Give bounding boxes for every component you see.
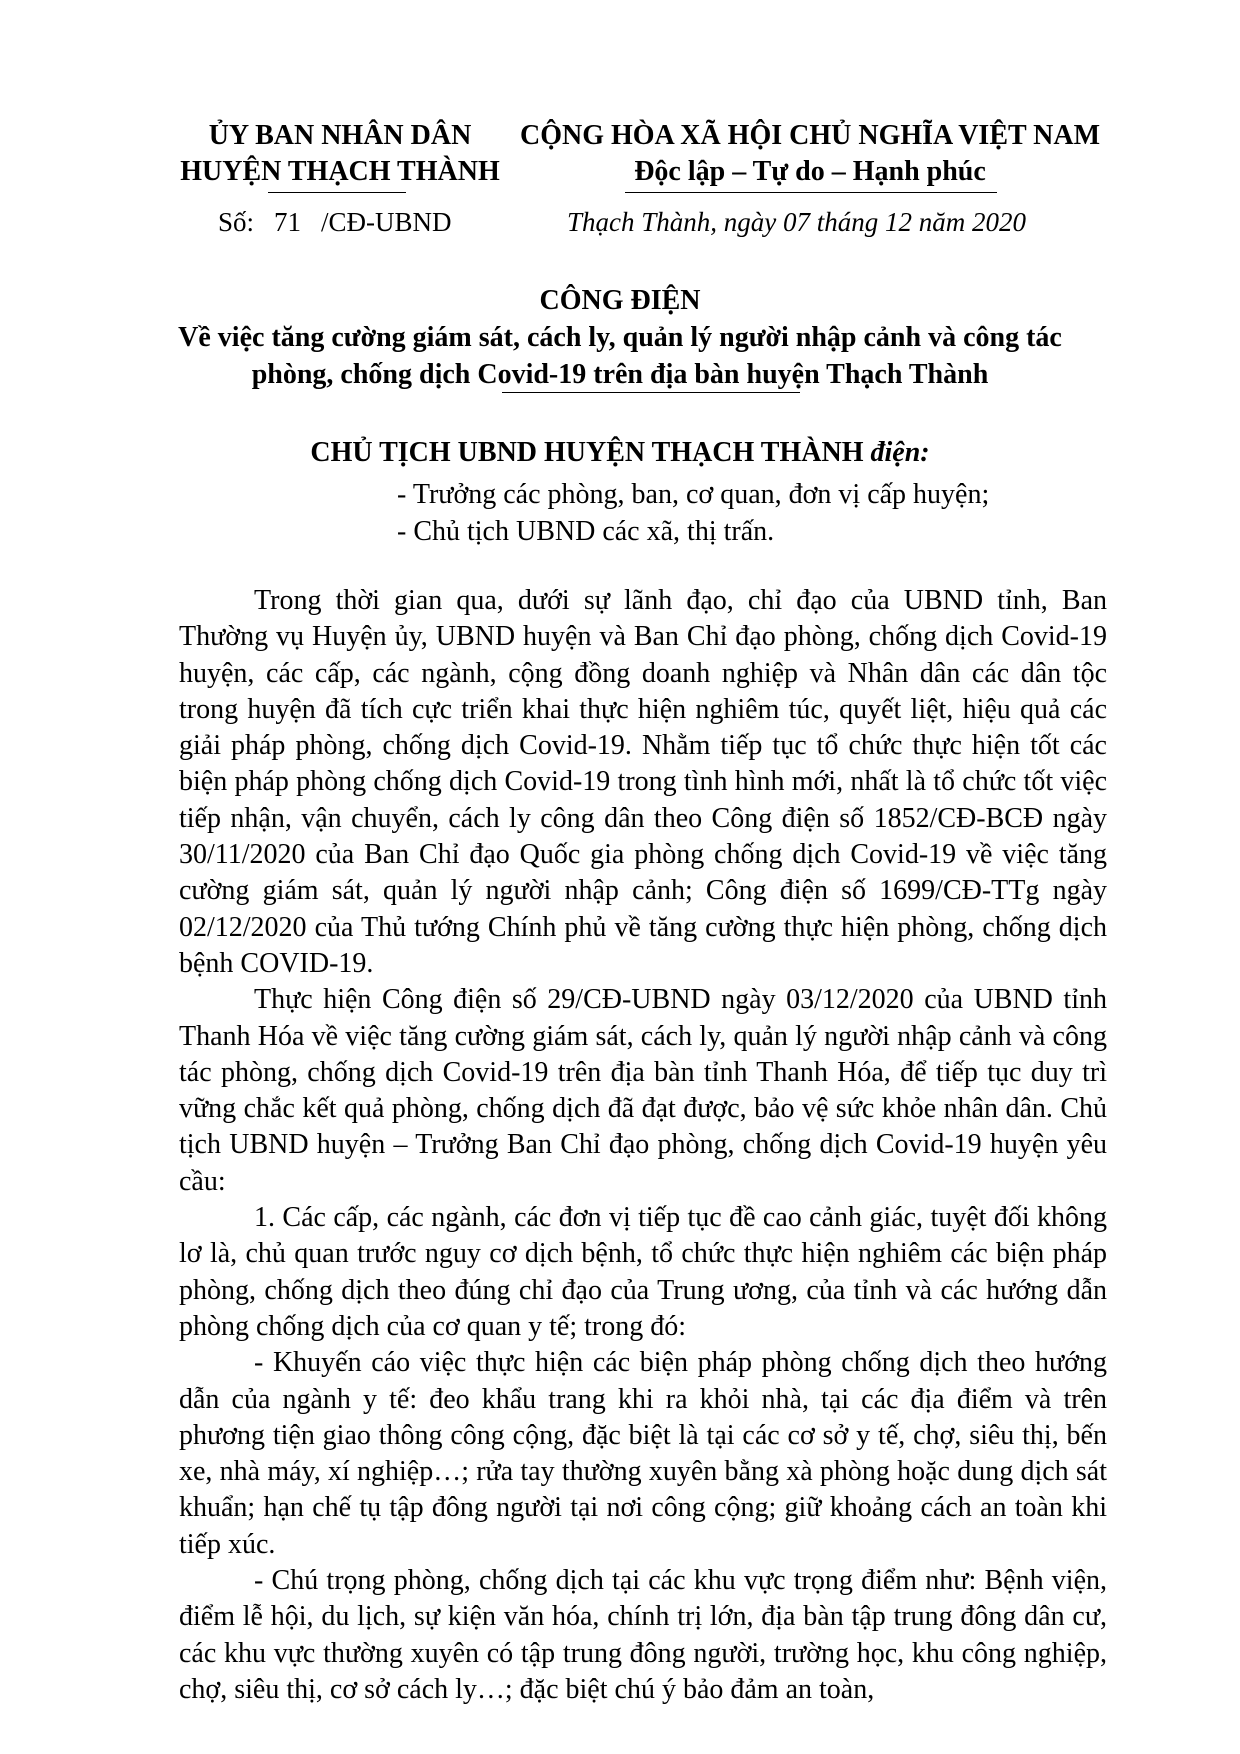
authority-underline: [268, 192, 406, 193]
motto-underline: [625, 192, 997, 193]
authority-line-2: HUYỆN THẠCH THÀNH: [180, 156, 500, 187]
body-paragraph-2: Thực hiện Công điện số 29/CĐ-UBND ngày 03/12/2020 của UBND tỉnh Thanh Hóa về việc tăng cường giám sát, cách ly, quản lý người nhập cảnh và công tác phòng, chống dịch Covid-19 trên địa bàn tỉnh Thanh Hóa, để tiếp tục duy trì vững chắc kết quả phòng, chống dịch đã đạt được, bảo vệ sức khỏe nhân dân. Chủ tịch UBND huyện – Trưởng Ban Chỉ đạo phòng, chống dịch Covid-19 huyện yêu cầu:: [179, 984, 1107, 1197]
motto-line-2: Độc lập – Tự do – Hạnh phúc: [634, 156, 986, 187]
number-value: 71: [274, 207, 302, 237]
document-number: [218, 205, 452, 239]
authority-line-1: ỦY BAN NHÂN DÂN: [208, 120, 472, 151]
number-prefix: Số:: [218, 207, 255, 237]
body-paragraph-1: Trong thời gian qua, dưới sự lãnh đạo, chỉ đạo của UBND tỉnh, Ban Thường vụ Huyện ủy, UBND huyện và Ban Chỉ đạo phòng, chống dịch Covid-19 huyện, các cấp, các ngành, cộng đồng doanh nghiệp và Nhân dân các dân tộc trong huyện đã tích cực triển khai thực hiện nghiêm túc, quyết liệt, hiệu quả các giải pháp phòng, chống dịch Covid-19. Nhằm tiếp tục tổ chức thực hiện tốt các biện pháp phòng chống dịch Covid-19 trong tình hình mới, nhất là tổ chức tốt việc tiếp nhận, vận chuyển, cách ly công dân theo Công điện số 1852/CĐ-BCĐ ngày 30/11/2020 của Ban Chỉ đạo Quốc gia phòng chống dịch Covid-19 về việc tăng cường giám sát, quản lý người nhập cảnh; Công điện số 1699/CĐ-TTg ngày 02/12/2020 của Thủ tướng Chính phủ về tăng cường thực hiện phòng, chống dịch bệnh COVID-19.: [179, 585, 1107, 979]
recipient-1: - Trưởng các phòng, ban, cơ quan, đơn vị cấp huyện;: [397, 479, 990, 510]
body-paragraph-3: 1. Các cấp, các ngành, các đơn vị tiếp tục đề cao cảnh giác, tuyệt đối không lơ là, chủ quan trước nguy cơ dịch bệnh, tổ chức thực hiện nghiêm các biện pháp phòng, chống dịch theo đúng chỉ đạo của Trung ương, của tỉnh và các hướng dẫn phòng chống dịch của cơ quan y tế; trong đó:: [179, 1202, 1107, 1342]
national-motto: [520, 118, 1100, 190]
title-underline: [502, 392, 800, 393]
number-suffix: /CĐ-UBND: [321, 207, 452, 237]
recipient-2: - Chủ tịch UBND các xã, thị trấn.: [397, 516, 775, 547]
subject-line-1: Về việc tăng cường giám sát, cách ly, quản lý người nhập cảnh và công tác: [178, 322, 1062, 353]
sender: CHỦ TỊCH UBND HUYỆN THẠCH THÀNH: [310, 437, 864, 468]
document-type: CÔNG ĐIỆN: [539, 285, 701, 316]
body-paragraph-5: - Chú trọng phòng, chống dịch tại các khu vực trọng điểm như: Bệnh viện, điểm lễ hội, du lịch, sự kiện văn hóa, chính trị lớn, địa bàn tập trung đông dân cư, các khu vực thường xuyên có tập trung đông người, trường học, khu công nghiệp, chợ, siêu thị, cơ sở cách ly…; đặc biệt chú ý bảo đảm an toàn,: [179, 1565, 1107, 1705]
document-title: [120, 282, 1120, 393]
motto-line-1: CỘNG HÒA XÃ HỘI CHỦ NGHĨA VIỆT NAM: [520, 120, 1101, 151]
place-date: Thạch Thành, ngày 07 tháng 12 năm 2020: [567, 207, 1026, 237]
sender-suffix: điện:: [870, 437, 930, 468]
issuing-authority: [160, 118, 520, 190]
body-paragraph-4: - Khuyến cáo việc thực hiện các biện pháp phòng chống dịch theo hướng dẫn của ngành y tế: đeo khẩu trang khi ra khỏi nhà, tại các địa điểm và trên phương tiện giao thông công cộng, đặc biệt là tại các cơ sở y tế, chợ, siêu thị, bến xe, nhà máy, xí nghiệp…; rửa tay thường xuyên bằng xà phòng hoặc dung dịch sát khuẩn; hạn chế tụ tập đông người tại nơi công cộng; giữ khoảng cách an toàn khi tiếp xúc.: [179, 1347, 1107, 1560]
subject-line-2: phòng, chống dịch Covid-19 trên địa bàn huyện Thạch Thành: [251, 359, 989, 390]
sender-line: [120, 435, 1120, 471]
document-body: [179, 583, 1107, 1708]
